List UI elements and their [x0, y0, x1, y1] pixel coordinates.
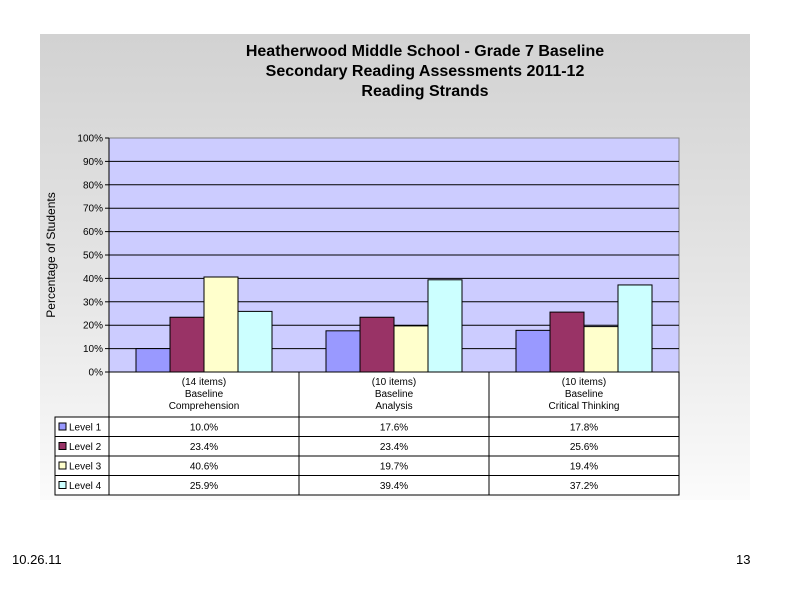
bar-level-2	[550, 312, 584, 372]
data-label: 10.0%	[189, 422, 219, 434]
data-label: 25.9%	[189, 481, 219, 492]
y-axis-title: Percentage of Students	[44, 192, 58, 318]
y-tick-label: 30%	[82, 297, 103, 309]
y-tick-label: 90%	[82, 156, 103, 168]
y-tick-label: 50%	[82, 250, 103, 262]
category-label: (10 items)	[561, 377, 607, 388]
category-label: Baseline	[184, 389, 224, 400]
category-label: Baseline	[374, 389, 414, 400]
data-label: 40.6%	[189, 461, 219, 473]
legend-key	[59, 443, 66, 450]
y-tick-label: 10%	[82, 344, 103, 356]
y-tick-label: 100%	[77, 133, 103, 145]
data-label: 39.4%	[379, 481, 409, 492]
bar-level-2	[170, 317, 204, 372]
y-tick-label: 20%	[82, 320, 103, 332]
data-label: 25.6%	[569, 442, 599, 453]
page-number: 13	[736, 552, 751, 567]
legend-key	[59, 423, 66, 430]
footer-date: 10.26.11	[12, 552, 62, 567]
category-label: (14 items)	[181, 377, 227, 388]
bar-level-3	[204, 277, 238, 372]
y-tick-label: 70%	[82, 203, 103, 215]
legend-key	[59, 462, 66, 469]
category-label: Comprehension	[168, 401, 240, 412]
category-label: Baseline	[564, 389, 604, 400]
bar-level-3	[394, 326, 428, 372]
legend-key	[59, 482, 66, 489]
data-label: 17.8%	[569, 422, 599, 434]
bar-level-1	[326, 331, 360, 372]
bar-level-1	[136, 349, 170, 372]
legend-label: Level 3	[69, 461, 102, 473]
chart-subtitle-1: Secondary Reading Assessments 2011-12	[265, 63, 585, 80]
bar-level-1	[516, 330, 550, 372]
data-label: 17.6%	[379, 422, 409, 434]
y-tick-label: 0%	[88, 367, 103, 379]
bar-level-4	[428, 280, 462, 372]
y-tick-label: 80%	[82, 180, 103, 192]
data-label: 19.4%	[569, 461, 599, 473]
category-label: (10 items)	[371, 377, 417, 388]
bar-level-2	[360, 317, 394, 372]
bar-level-3	[584, 327, 618, 372]
chart-title: Heatherwood Middle School - Grade 7 Baseline	[245, 43, 605, 60]
legend-label: Level 4	[69, 481, 102, 492]
y-tick-label: 60%	[82, 227, 103, 239]
data-label: 23.4%	[379, 442, 409, 453]
bar-level-4	[618, 285, 652, 372]
data-label: 23.4%	[189, 442, 219, 453]
chart-subtitle-2: Reading Strands	[361, 83, 489, 100]
data-label: 37.2%	[569, 481, 599, 492]
data-label: 19.7%	[379, 461, 409, 473]
category-label: Critical Thinking	[548, 401, 620, 412]
legend-label: Level 1	[69, 422, 102, 434]
y-tick-label: 40%	[82, 273, 103, 285]
bar-level-4	[238, 311, 272, 372]
category-label: Analysis	[375, 401, 413, 412]
legend-label: Level 2	[69, 442, 102, 453]
